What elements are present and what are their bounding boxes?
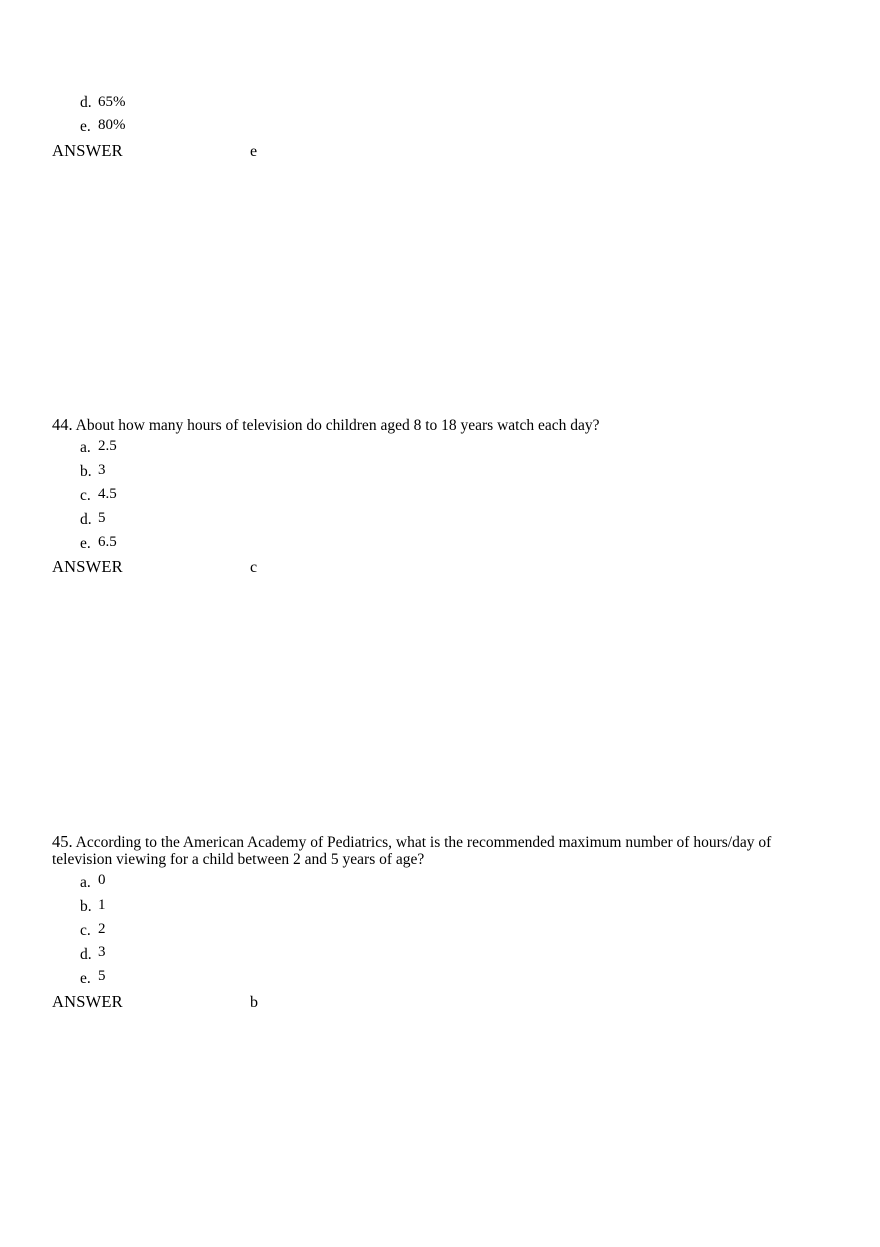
question-44-prompt — [52, 416, 600, 434]
option-c-letter: c. — [80, 487, 91, 504]
option-b-letter: b. — [80, 898, 92, 915]
answer-value-45: b — [250, 994, 258, 1011]
question-number: 45. — [52, 832, 73, 851]
option-b-value: 1 — [98, 897, 106, 913]
option-e-value: 5 — [98, 968, 106, 984]
question-text: About how many hours of television do children aged 8 to 18 years watch each day? — [75, 417, 600, 434]
question-45-prompt-line2: television viewing for a child between 2 and 5 years of age? — [52, 851, 425, 868]
option-a-value: 0 — [98, 872, 106, 888]
option-c-letter: c. — [80, 922, 91, 939]
option-d-letter: d. — [80, 946, 92, 963]
answer-label-45: ANSWER — [52, 992, 123, 1011]
option-e-letter: e. — [80, 970, 91, 987]
option-d-letter: d. — [80, 94, 92, 111]
option-a-letter: a. — [80, 874, 91, 891]
answer-value-44: c — [250, 559, 258, 576]
option-e-letter: e. — [80, 118, 91, 135]
option-d-value: 3 — [98, 944, 106, 960]
question-number: 44. — [52, 415, 73, 434]
option-b-letter: b. — [80, 463, 92, 480]
answer-value-43: e — [250, 143, 258, 160]
option-b-value: 3 — [98, 462, 106, 478]
question-45-prompt-line1 — [52, 833, 771, 851]
option-e-value: 6.5 — [98, 534, 117, 550]
question-text-line1: According to the American Academy of Pediatrics, what is the recommended maximum number of hours/day of — [75, 834, 772, 851]
answer-label-43: ANSWER — [52, 141, 123, 160]
option-d-letter: d. — [80, 511, 92, 528]
option-d-value: 5 — [98, 510, 106, 526]
option-c-value: 2 — [98, 921, 106, 937]
option-a-letter: a. — [80, 439, 91, 456]
option-c-value: 4.5 — [98, 486, 117, 502]
answer-label-44: ANSWER — [52, 557, 123, 576]
option-e-letter: e. — [80, 535, 91, 552]
option-a-value: 2.5 — [98, 438, 117, 454]
option-d-value: 65% — [98, 94, 126, 110]
option-e-value: 80% — [98, 117, 126, 133]
